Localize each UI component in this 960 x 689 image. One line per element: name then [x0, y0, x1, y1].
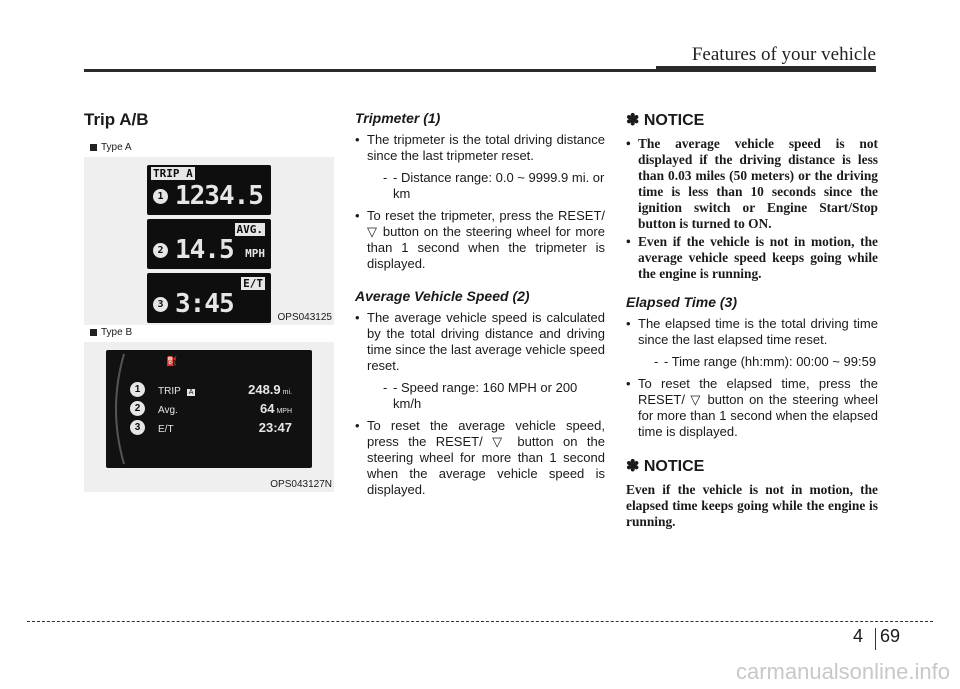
notice-title-1: ✽ NOTICE — [626, 112, 705, 129]
badge-1: 1 — [153, 189, 168, 204]
fuel-icon: ⛽ — [166, 356, 178, 366]
section-number: 4 — [853, 626, 864, 646]
badge-1: 1 — [130, 382, 145, 397]
notice-1-bullet-1: • The average vehicle speed is not displayed if the driving distance is less than 0.03 miles (50 meters) or the driving time is less than 10 seconds since the ignition switch or Engine Start/Stop button is turned to ON. — [626, 136, 878, 232]
trip-column — [84, 110, 334, 492]
square-bullet-icon — [90, 144, 97, 151]
elapsed-bullet-1: • The elapsed time is the total driving time since the last elapsed time reset. — [626, 316, 878, 348]
avg-speed-bullet-2: • To reset the average vehicle speed, press the RESET/ ▽ button on the steering wheel for more than 1 second when the average vehicle speed is displayed. — [355, 418, 605, 498]
page-divider — [875, 628, 876, 650]
avg-speed-range: - - Speed range: 160 MPH or 200 km/h — [355, 380, 605, 412]
notice-column — [626, 110, 878, 530]
tripmeter-bullet-1: • The tripmeter is the total driving distance since the last tripmeter reset. — [355, 132, 605, 164]
notice-1-bullet-2: • Even if the vehicle is not in motion, the average vehicle speed keeps going while the engine is running. — [626, 234, 878, 282]
badge-3: 3 — [153, 297, 168, 312]
page-number: 69 — [880, 626, 901, 646]
type-b-label: Type B — [90, 327, 334, 338]
avg-panel: AVG. 2 14.5 MPH — [147, 219, 271, 269]
figure-code-a: OPS043125 — [277, 312, 332, 323]
badge-2: 2 — [153, 243, 168, 258]
badge-3: 3 — [130, 420, 145, 435]
elapsed-bullet-2: • To reset the elapsed time, press the RESET/ ▽ button on the steering wheel for more than 1 second when the elapsed time is displayed. — [626, 376, 878, 440]
trip-panel: TRIP A 1 1234.5 — [147, 165, 271, 215]
running-header: Features of your vehicle — [691, 44, 876, 65]
notice-2-text: Even if the vehicle is not in motion, the elapsed time keeps going while the engine is running. — [626, 482, 878, 529]
avg-speed-title: Average Vehicle Speed (2) — [355, 288, 530, 304]
tripmeter-title: Tripmeter (1) — [355, 110, 441, 126]
type-a-label: Type A — [90, 142, 334, 153]
header-accent-bar — [656, 66, 876, 72]
type-a-figure — [84, 157, 334, 325]
type-b-figure — [84, 342, 334, 492]
footer-rule — [27, 621, 933, 622]
elapsed-title: Elapsed Time (3) — [626, 294, 738, 310]
section-title-trip: Trip A/B — [84, 110, 149, 129]
watermark: carmanualsonline.info — [735, 659, 950, 684]
square-bullet-icon — [90, 329, 97, 336]
type-b-avg-row: Avg. 64 MPH — [158, 401, 292, 416]
tripmeter-column — [355, 110, 605, 504]
tripmeter-range: - - Distance range: 0.0 ~ 9999.9 mi. or km — [355, 170, 605, 202]
figure-code-b: OPS043127N — [270, 479, 332, 490]
tripmeter-bullet-2: • To reset the tripmeter, press the RESET/ ▽ button on the steering wheel for more than 1 second when the tripmeter is displayed. — [355, 208, 605, 272]
elapsed-panel: E/T 3 3:45 — [147, 273, 271, 323]
notice-title-2: ✽ NOTICE — [626, 458, 705, 475]
type-b-trip-row: TRIP A 248.9 mi. — [158, 382, 292, 397]
avg-speed-bullet-1: • The average vehicle speed is calculated by the total driving distance and driving time since the last average vehicle speed reset. — [355, 310, 605, 374]
type-b-screen — [106, 350, 312, 468]
type-b-et-row: E/T 23:47 — [158, 420, 292, 435]
badge-2: 2 — [130, 401, 145, 416]
elapsed-range: - - Time range (hh:mm): 00:00 ~ 99:59 — [626, 354, 878, 370]
